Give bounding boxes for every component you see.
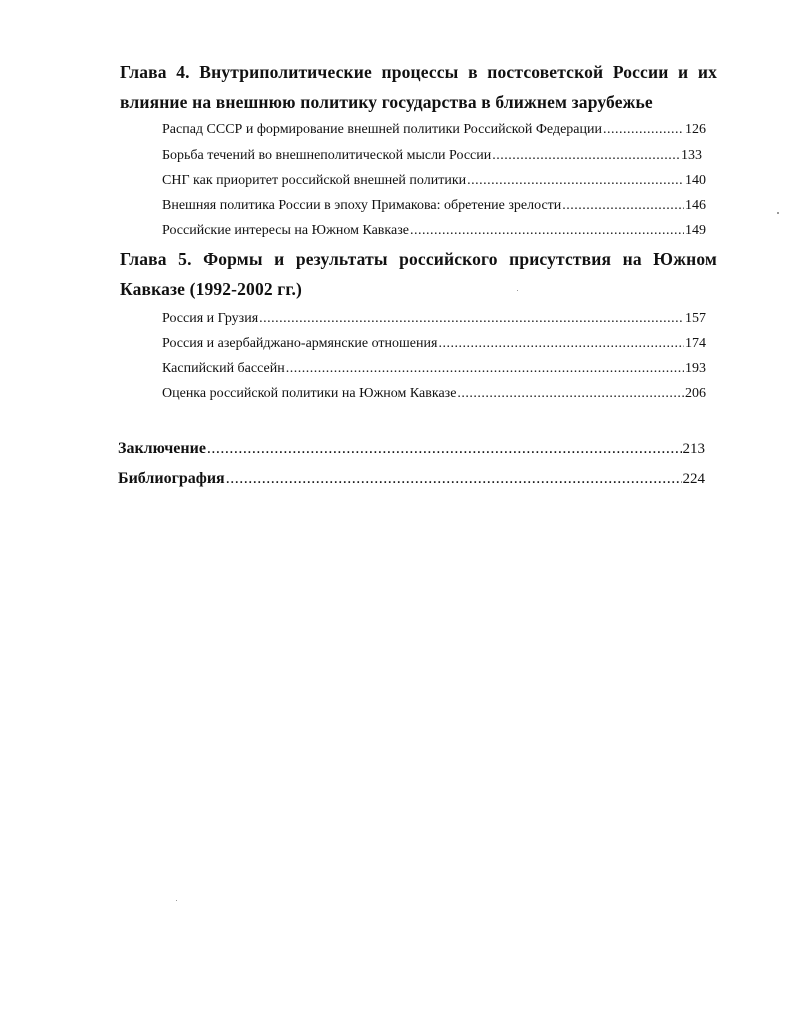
toc-entry-page: 224: [682, 471, 705, 487]
toc-entry: [162, 172, 706, 190]
toc-entry-label: Внешняя политика России в эпоху Примакова: обретение зрелости: [162, 198, 562, 213]
chapter-4-title: Глава 4. Внутриполитические процессы в постсоветской России и их влияние на внешнюю политику государства в ближнем зарубежье: [120, 62, 717, 112]
dot-leader: [410, 222, 684, 240]
toc-entry: [162, 222, 706, 240]
toc-entry: [162, 310, 706, 328]
dot-leader: [467, 172, 684, 190]
toc-entry: [162, 360, 706, 378]
toc-entry-label: Борьба течений во внешнеполитической мысли России: [162, 148, 492, 163]
toc-entry-page: 146: [685, 198, 706, 213]
dot-leader: [562, 197, 684, 215]
chapter-5-title: Глава 5. Формы и результаты российского присутствия на Южном Кавказе (1992-2002 гг.): [120, 249, 717, 299]
toc-entry-page: 126: [685, 122, 706, 137]
dot-leader: [603, 121, 684, 139]
toc-entry-page: 193: [685, 361, 706, 376]
toc-entry-label: Библиография: [118, 470, 225, 487]
toc-entry: [162, 335, 706, 353]
toc-entry-label: СНГ как приоритет российской внешней политики: [162, 173, 467, 188]
toc-entry-label: Распад СССР и формирование внешней политики Российской Федерации: [162, 122, 602, 137]
toc-entry-page: 133: [681, 148, 702, 163]
scan-speck: [176, 900, 177, 901]
dot-leader: [207, 439, 682, 459]
toc-entry-page: 140: [685, 173, 706, 188]
toc-entry-page: 206: [685, 386, 706, 401]
toc-entry-conclusion: [118, 439, 705, 459]
toc-entry-label: Россия и азербайджано-армянские отношения: [162, 336, 438, 351]
dot-leader: [492, 147, 680, 165]
dot-leader: [457, 385, 684, 403]
toc-entry-page: 157: [685, 311, 706, 326]
toc-entry-page: 149: [685, 223, 706, 238]
toc-entry-label: Оценка российской политики на Южном Кавказе: [162, 386, 457, 401]
dot-leader: [438, 335, 684, 353]
dot-leader: [286, 360, 684, 378]
toc-entry-label: Россия и Грузия: [162, 311, 259, 326]
toc-entry: [162, 197, 706, 215]
toc-entry: [162, 147, 702, 165]
toc-entry: [162, 385, 706, 403]
toc-entry-label: Каспийский бассейн: [162, 361, 285, 376]
toc-entry-page: 213: [682, 441, 705, 457]
toc-entry-bibliography: [118, 469, 705, 489]
toc-entry-label: Российские интересы на Южном Кавказе: [162, 223, 409, 238]
scan-speck: [517, 290, 518, 291]
dot-leader: [259, 310, 684, 328]
toc-entry-page: 174: [685, 336, 706, 351]
scan-speck: [777, 212, 779, 214]
toc-entry-label: Заключение: [118, 440, 206, 457]
dot-leader: [226, 469, 682, 489]
toc-entry: [162, 121, 706, 139]
